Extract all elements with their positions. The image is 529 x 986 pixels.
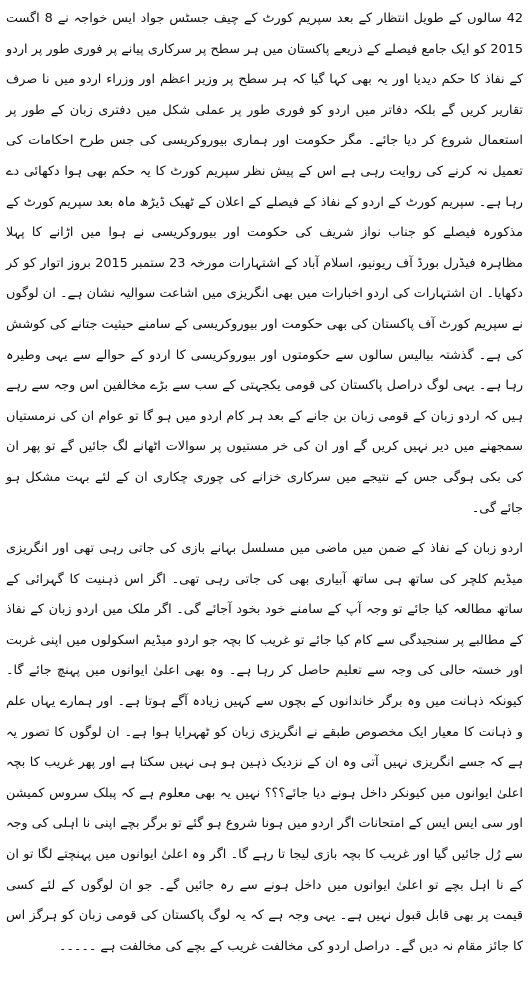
- paragraph-2: اردو زبان کے نفاذ کے ضمن میں ماضی میں مسلسل بہانے بازی کی جاتی رہی تھی اور انگریزی میڈیم کلچر کی ساتھ ہی ساتھ آبیاری بھی کی جاتی رہی تھی۔ اگر اس ذہنیت کا گہرائی کے ساتھ مطالعہ کیا جائے تو وجہ آپ کے سامنے خود بخود آجائے گی۔ اگر ملک میں اردو زبان کے نفاذ کے مطالبے پر سنجیدگی سے کام کیا جائے تو غریب کا بچہ جو اردو میڈیم اسکولوں میں اپنی غربت اور خستہ حالی کی وجہ سے تعلیم حاصل کر رہا ہے۔ وہ بھی اعلیٰ ایوانوں میں پہنچ جائے گا۔ کیونکہ ذہانت میں وہ برگر خاندانوں کے بچوں سے کہیں زیادہ آگے ہوتا ہے۔ اور ہمارے یہاں علم و ذہانت کا معیار ایک مخصوص طبقے نے انگریزی زبان کو ٹھہرایا ہوا ہے۔ ان لوگوں کا تصور یہ ہے کہ جسے انگریزی نہیں آتی وہ ان کے نزدیک ذہین ہو ہی نہیں سکتا ہے اور پھر غریب کا بچہ اعلیٰ ایوانوں میں کیونکر داخل ہونے دیا جائے؟؟؟ نہیں یہ بھی معلوم ہے کہ پبلک سروس کمیشن اور سی ایس ایس کے امتحانات اگر اردو میں ہونا شروع ہو گئے تو برگر بچے اپنی نا اہلی کی وجہ سے رُل جائیں گیا اور غریب کا بچہ بازی لیجا تا رہے گا۔ اگر وہ اعلیٰ ایوانوں میں پہنچتے لگا تو ان کے نا اہل بچے تو اعلیٰ ایوانوں میں داخل ہونے سے رہ جائیں گے۔ جو ان لوگوں کے لئے کسی قیمت پر بھی قابل قبول نہیں ہے۔ یہی وجہ ہے کہ یہ لوگ پاکستان کی قومی زبان کو ہرگز اس کا جائز مقام نہ دیں گے۔ دراصل اردو کی مخالفت غریب کے بچے کی مخالفت ہے ۔۔۔۔۔: [6, 541, 523, 954]
- paragraph-1: 42 سالوں کے طویل انتظار کے بعد سپریم کورٹ کے چیف جسٹس جواد ایس خواجہ نے 8 اگست 2015 کو ایک جامع فیصلے کے ذریعے پاکستان میں ہر سطح پر سرکاری پیانے پر فوری طور پر اردو کے نفاذ کا حکم دیدیا اور یہ بھی کہا گیا کہ ہر سطح پر وزیر اعظم اور وزراء اردو میں نا صرف تقاریر کریں گے بلکہ دفاتر میں اردو کو فوری طور پر عملی شکل میں دفتری زبان کے طور پر استعمال شروع کر دیا جائے۔ مگر حکومت اور ہماری بیوروکریسی کی جس طرح احکامات کی تعمیل نہ کرنے کی روایت رہی ہے اس کے پیش نظر سپریم کورٹ کا یہ حکم بھی ہوا دکھائی دے رہا ہے۔ سپریم کورٹ کے اردو کے نفاذ کے فیصلے کے اعلان کے ٹھیک ڈیڑھ ماہ بعد سپریم کورٹ کے مذکورہ فیصلے کو جناب نواز شریف کی حکومت اور بیوروکریسی نے ہوا میں اڑانے کا پہلا مظاہرہ فیڈرل بورڈ آف ریونیو، اسلام آباد کے اشتہارات مورخہ 23 ستمبر 2015 بروز اتوار کو کر دکھایا۔ ان اشتہارات کی اردو اخبارات میں بھی انگریزی میں اشاعت سوالیہ نشان ہے۔ ان لوگوں نے سپریم کورٹ آف پاکستان کی بھی حکومت اور بیوروکریسی کے سامنے حیثیت جتانے کی کوشش کی ہے۔ گذشتہ بیالیس سالوں سے حکومتوں اور بیوروکریسی کا اردو کے حوالے سے یہی وطیرہ رہا ہے۔ یہی لوگ دراصل پاکستان کی قومی یکجہتی کے سب سے بڑے مخالفین اس وجہ سے رہے ہیں کہ اردو زبان کے قومی زبان بن جانے کے بعد ہر کام اردو میں ہو گا تو عوام ان کی نرمستیاں سمجھنے میں دیر نہیں کریں گے اور ان کی خر مستیوں پر سوالات اٹھانے لگ جائیں گے تو پھر ان کی بکی ہوگی جس کے نتیجے میں سرکاری خزانے کی چوری چکاری ان کے لئے بہت مشکل ہو جائے گی۔: [6, 11, 524, 516]
- article-body: [6, 4, 523, 982]
